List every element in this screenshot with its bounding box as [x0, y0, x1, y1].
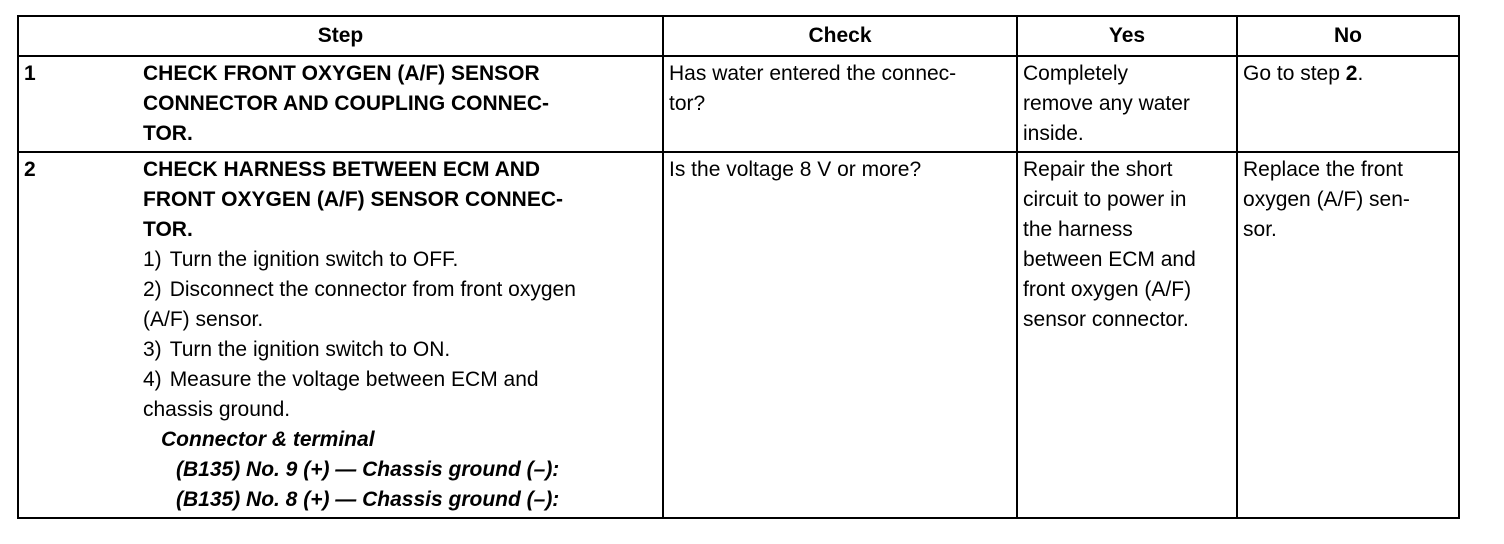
no-text-prefix: Go to step	[1243, 62, 1346, 85]
sub-step	[143, 365, 656, 395]
sub-step-number: 2)	[143, 278, 162, 301]
step-title-line: CHECK HARNESS BETWEEN ECM AND	[143, 158, 541, 181]
yes-line: Repair the short	[1023, 158, 1173, 181]
check-line: Has water entered the connec-	[669, 62, 957, 85]
step-number: 1	[18, 56, 137, 152]
yes-line: remove any water	[1023, 92, 1190, 115]
sub-step-text: Turn the ignition switch to ON.	[169, 338, 451, 361]
no-line: Replace the front	[1243, 158, 1403, 181]
header-check: Check	[663, 16, 1017, 56]
sub-step	[143, 335, 656, 365]
step-title-line: TOR.	[143, 218, 193, 241]
step-title-line: FRONT OXYGEN (A/F) SENSOR CONNEC-	[143, 188, 564, 211]
step-title-line: CHECK FRONT OXYGEN (A/F) SENSOR	[143, 62, 540, 85]
header-row	[18, 16, 1459, 56]
check-line: tor?	[669, 92, 706, 115]
check-cell	[663, 152, 1017, 518]
yes-line: the harness	[1023, 218, 1133, 241]
yes-cell	[1017, 56, 1237, 152]
yes-line: front oxygen (A/F)	[1023, 278, 1192, 301]
sub-step-number: 1)	[143, 248, 162, 271]
step-cell	[137, 56, 663, 152]
header-no: No	[1237, 16, 1459, 56]
sub-step-text: Turn the ignition switch to OFF.	[169, 248, 459, 271]
no-line: oxygen (A/F) sen-	[1243, 188, 1410, 211]
table-row	[18, 152, 1459, 518]
step-title-line: TOR.	[143, 122, 193, 145]
yes-line: sensor connector.	[1023, 308, 1189, 331]
table-row	[18, 56, 1459, 152]
connector-terminal-label: Connector & terminal	[161, 428, 375, 451]
yes-line: Completely	[1023, 62, 1129, 85]
yes-cell	[1017, 152, 1237, 518]
header-step: Step	[18, 16, 663, 56]
no-line: sor.	[1243, 218, 1277, 241]
sub-step	[143, 275, 656, 305]
no-cell	[1237, 56, 1459, 152]
header-yes: Yes	[1017, 16, 1237, 56]
connector-terminal-item: (B135) No. 9 (+) — Chassis ground (–):	[176, 458, 560, 481]
connector-terminal-item: (B135) No. 8 (+) — Chassis ground (–):	[176, 488, 560, 511]
sub-step	[143, 245, 656, 275]
sub-step-continuation: (A/F) sensor.	[143, 308, 264, 331]
sub-step-text: Disconnect the connector from front oxygen	[169, 278, 576, 301]
step-cell	[137, 152, 663, 518]
step-number: 2	[18, 152, 137, 518]
sub-step-text: Measure the voltage between ECM and	[169, 368, 539, 391]
step-title-line: CONNECTOR AND COUPLING CONNEC-	[143, 92, 550, 115]
sub-step-number: 4)	[143, 368, 162, 391]
no-text-suffix: .	[1357, 62, 1364, 85]
yes-line: inside.	[1023, 122, 1084, 145]
no-cell	[1237, 152, 1459, 518]
no-step-number: 2	[1345, 62, 1358, 85]
sub-step-continuation: chassis ground.	[143, 398, 291, 421]
yes-line: between ECM and	[1023, 248, 1196, 271]
check-line: Is the voltage 8 V or more?	[669, 158, 922, 181]
diagnostic-table	[17, 15, 1460, 519]
sub-step-number: 3)	[143, 338, 162, 361]
check-cell	[663, 56, 1017, 152]
yes-line: circuit to power in	[1023, 188, 1187, 211]
